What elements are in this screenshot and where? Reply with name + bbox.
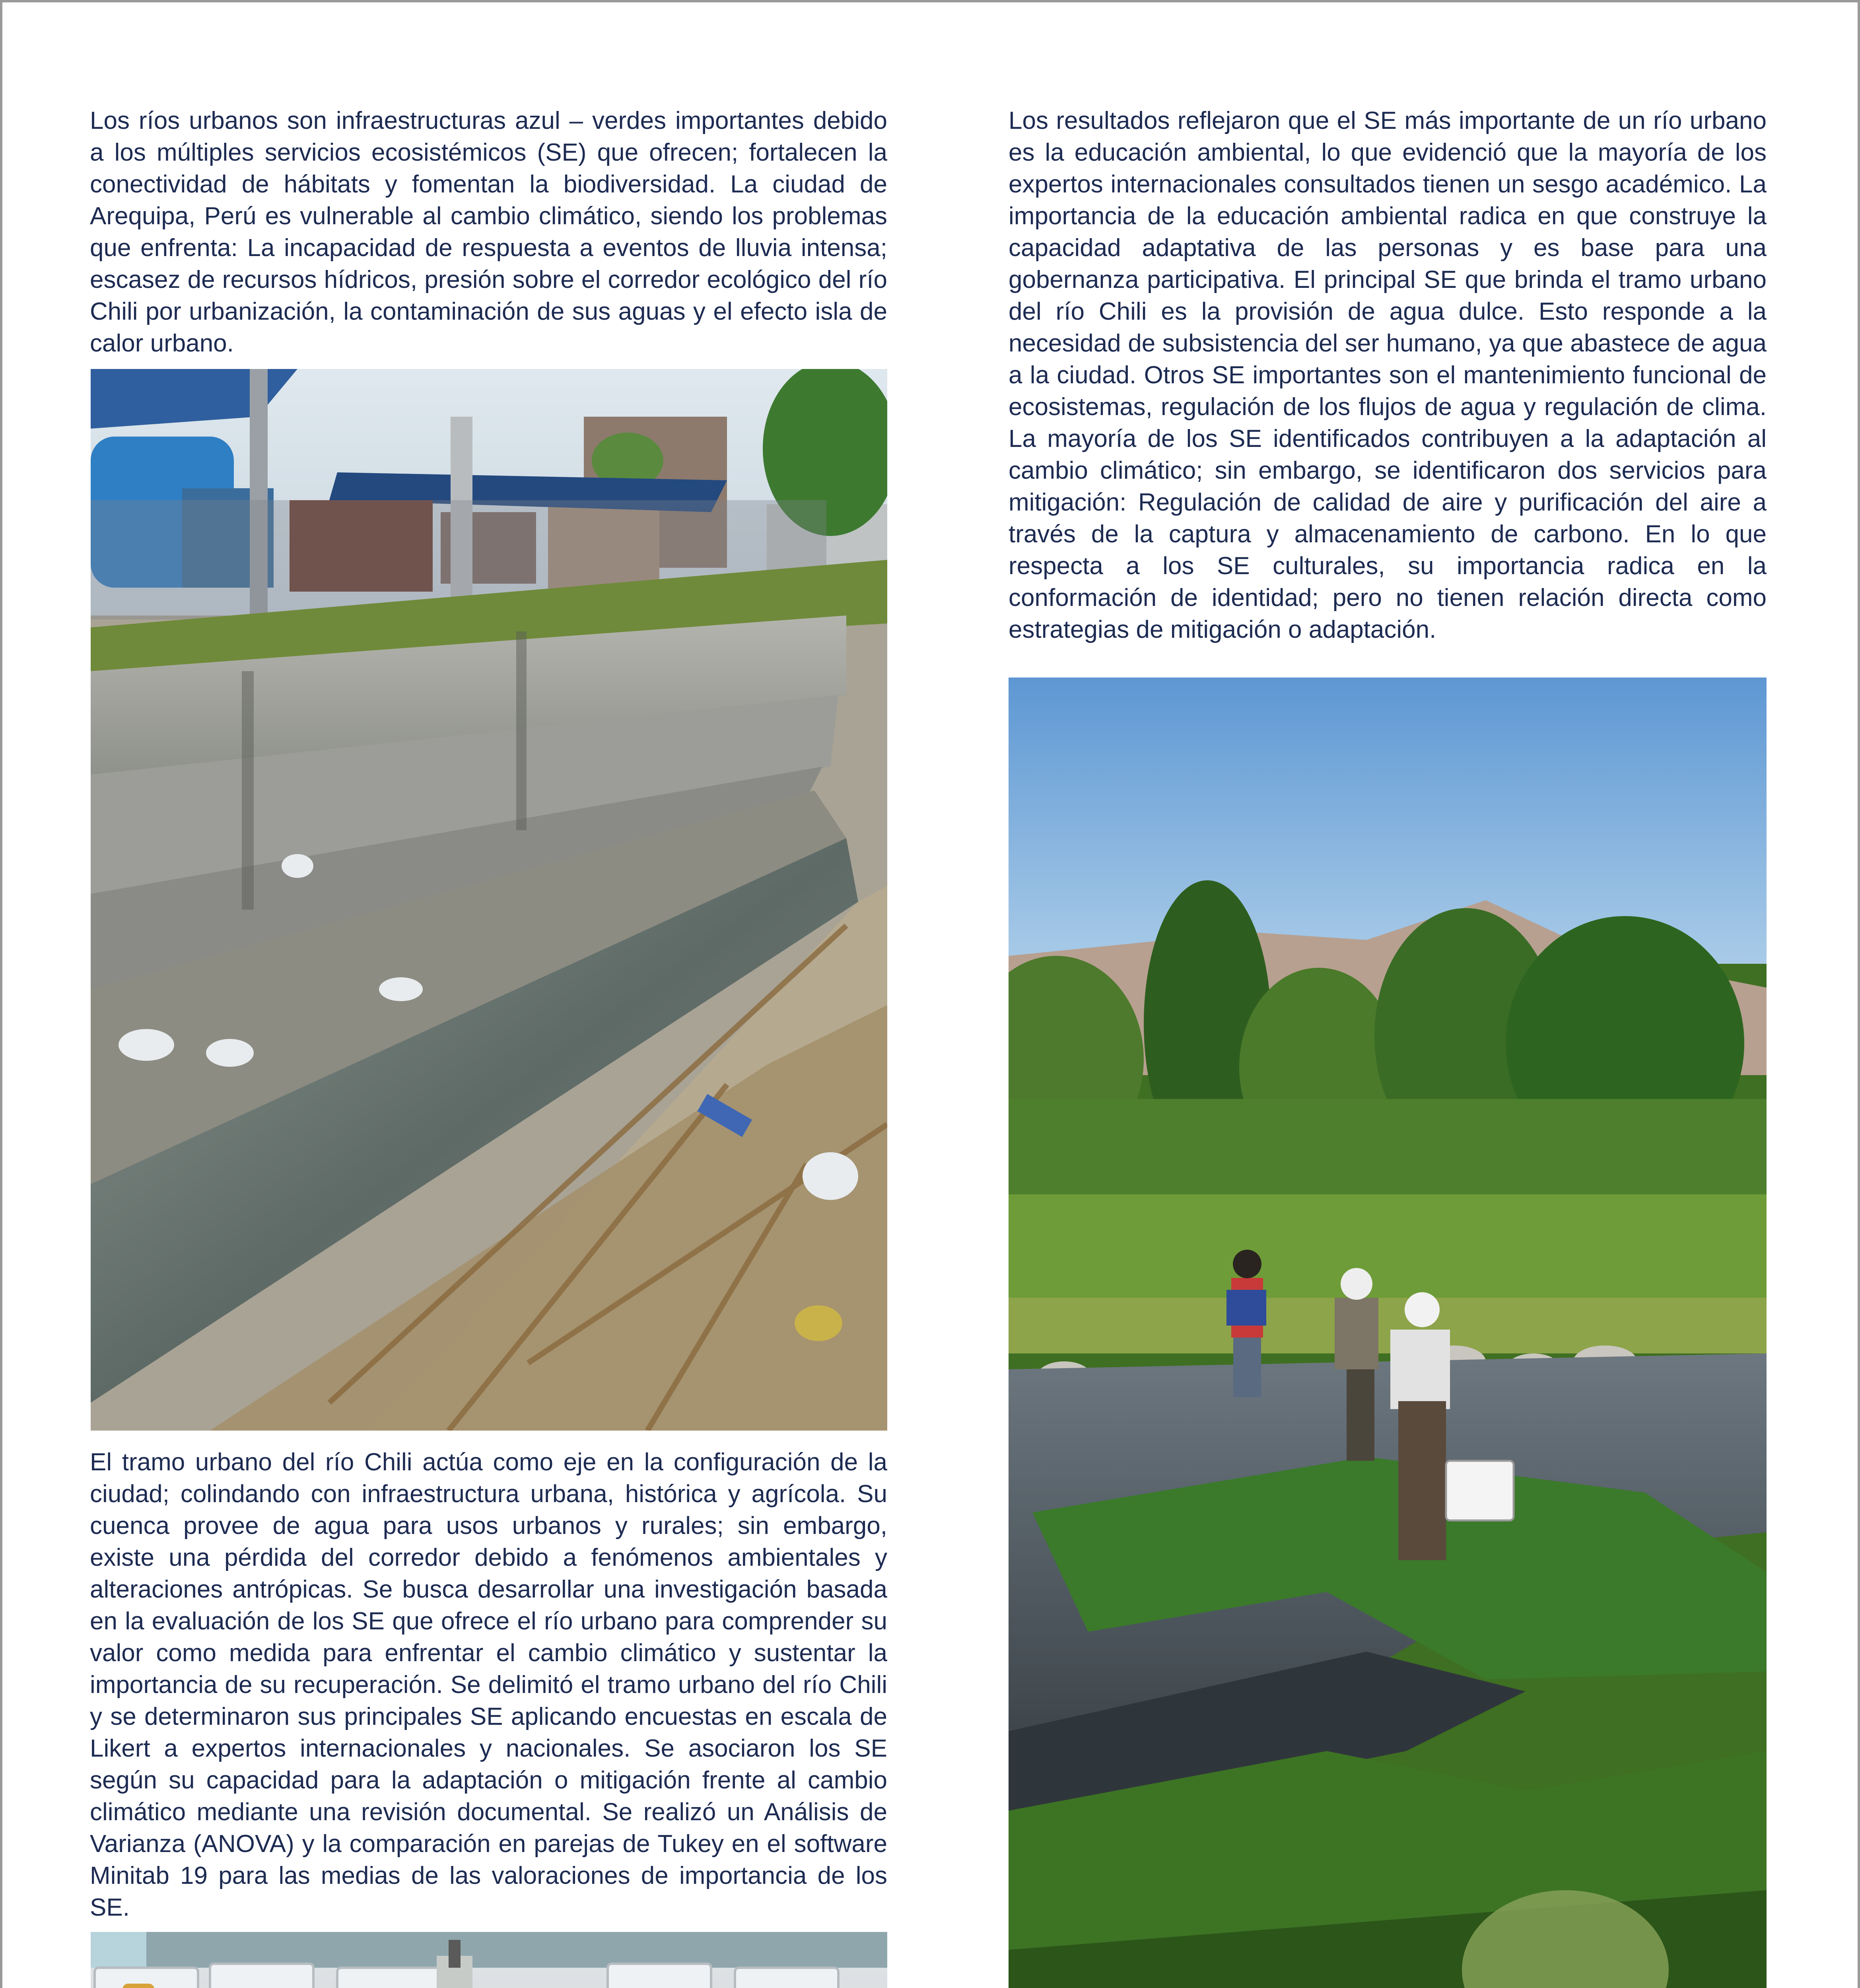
urban-channel-photo bbox=[91, 369, 887, 1431]
intro-paragraph: Los ríos urbanos son infraestructuras azul – verdes importantes debido a los múltiples servicios ecosistémicos (SE) que ofrecen; fortalecen la conectividad de hábitats y fomentan la biodiversidad. La ciudad de Arequipa, Perú es vulnerable al cambio climático, siendo los problemas que enfrenta: La incapacidad de respuesta a eventos de lluvia intensa; escasez de recursos hídricos, presión sobre el corredor ecológico del río Chili por urbanización, la contaminación de sus aguas y el efecto isla de calor urbano. bbox=[90, 107, 887, 357]
urban-channel-illustration bbox=[91, 369, 887, 1431]
lab-bioassay-photo bbox=[91, 1932, 887, 1988]
results-paragraph: Los resultados reflejaron que el SE más importante de un río urbano es la educación ambiental, lo que evidenció que la mayoría de los expertos internacionales consultados tienen un sesgo académico. La importancia de la educación ambiental radica en que construye la capacidad adaptativa de las personas y es base para una gobernanza participativa. El principal SE que brinda el tramo urbano del río Chili es la provisión de agua dulce. Esto responde a la necesidad de subsistencia del ser humano, ya que abastece de agua a la ciudad. Otros SE importantes son el mantenimiento funcional de ecosistemas, regulación de los flujos de agua y regulación de clima. La mayoría de los SE identificados contribuyen a la adaptación al cambio climático; sin embargo, se identificaron dos servicios para mitigación: Regulación de calidad de aire y purificación del aire a través de la captura y almacenamiento de carbono. En lo que respecta a los SE culturales, su importancia radica en la conformación de identidad; pero no tienen relación directa como estrategias de mitigación o adaptación. bbox=[1009, 107, 1767, 643]
river-fieldwork-photo bbox=[1009, 678, 1767, 1988]
lab-containers-illustration bbox=[91, 1932, 887, 1988]
river-fieldwork-illustration bbox=[1009, 678, 1767, 1988]
methods-paragraph: El tramo urbano del río Chili actúa como eje en la configuración de la ciudad; colindando con infraestructura urbana, histórica y agrícola. Su cuenca provee de agua para usos urbanos y rurales; sin embargo, existe una pérdida del corredor debido a fenómenos ambientales y alteraciones antrópicas. Se busca desarrollar una investigación basada en la evaluación de los SE que ofrece el río urbano para comprender su valor como medida para enfrentar el cambio climático y sustentar la importancia de su recuperación. Se delimitó el tramo urbano del río Chili y se determinaron sus principales SE aplicando encuestas en escala de Likert a expertos internacionales y nacionales. Se asociaron los SE según su capacidad para la adaptación o mitigación frente al cambio climático mediante una revisión documental. Se realizó un Análisis de Varianza (ANOVA) y la comparación en parejas de Tukey en el software Minitab 19 para las medias de las valoraciones de importancia de los SE. bbox=[90, 1448, 887, 1921]
